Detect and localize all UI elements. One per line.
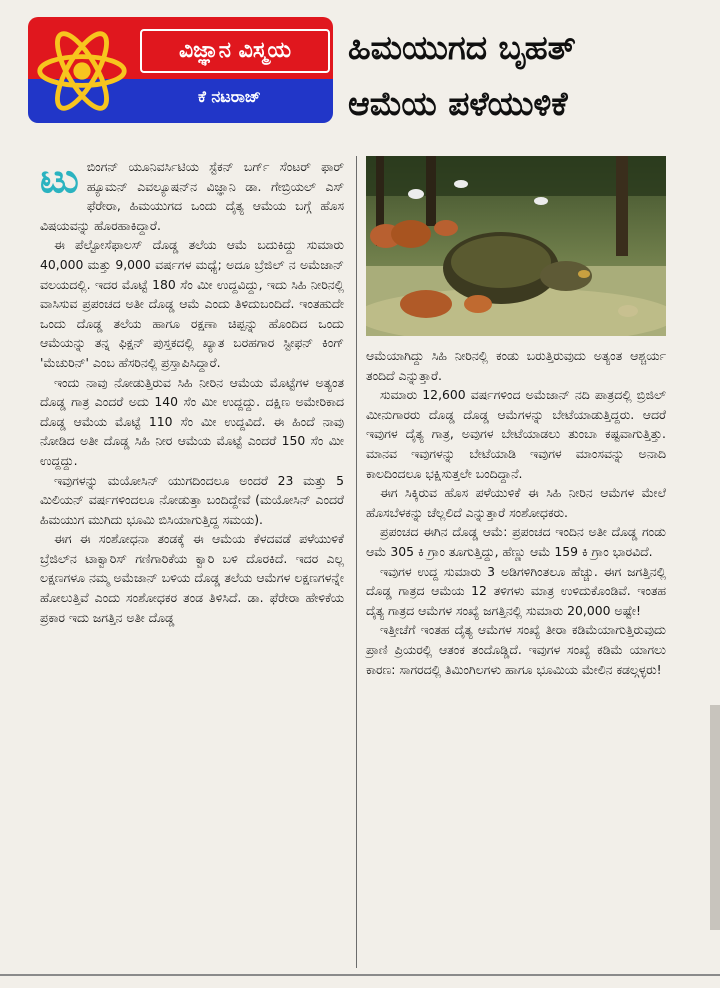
series-banner — [28, 17, 333, 123]
atom-icon — [34, 23, 130, 119]
article-column-2 — [366, 346, 666, 679]
turtle-icon — [366, 156, 666, 336]
paragraph: ಈಗ ಸಿಕ್ಕಿರುವ ಹೊಸ ಪಳೆಯುಳಿಕೆ ಈ ಸಿಹಿ ನೀರಿನ ಆಮೆಗಳ ಮೇಲೆ ಹೊಸಬೆಳಕನ್ನು ಚೆಲ್ಲಲಿದೆ ಎನ್ನುತ್ತಾರೆ ಸಂಶೋಧಕರು. — [366, 485, 666, 520]
headline-line-2: ಆಮೆಯ ಪಳೆಯುಳಿಕೆ — [348, 84, 568, 123]
headline-line-1: ಹಿಮಯುಗದ ಬೃಹತ್ — [348, 28, 576, 67]
column-divider — [356, 156, 357, 968]
paragraph — [40, 157, 344, 235]
paragraph: ಪ್ರಪಂಚದ ಈಗಿನ ದೊಡ್ಡ ಆಮೆ: ಪ್ರಪಂಚದ ಇಂದಿನ ಅತೀ ದೊಡ್ಡ ಗಂಡು ಆಮೆ 305 ಕಿ ಗ್ರಾಂ ತೂಗುತ್ತಿದ್ದು, ಹೆಣ್ಣು ಆಮೆ 159 ಕಿ ಗ್ರಾಂ ಭಾರವಿದೆ. — [366, 524, 666, 559]
paragraph: ಈಗ ಈ ಸಂಶೋಧನಾ ತಂಡಕ್ಕೆ ಈ ಆಮೆಯ ಕೆಳದವಡೆ ಪಳೆಯುಳಿಕೆ ಬ್ರೆಜಿಲ್‌ನ ಟಾಕ್ವಾರಿಸ್ ಗಣಿಗಾರಿಕೆಯ ಕ್ವಾರಿ ಬಳಿ ದೊರಕಿದೆ. ಇದರ ಎಲ್ಲ ಲಕ್ಷಣಗಳೂ ನಮ್ಮ ಅಮೆಜಾನ್ ಬಳಿಯ ದೊಡ್ಡ ತಲೆಯ ಆಮೆಗಳ ಲಕ್ಷಣಗಳನ್ನೇ ಹೋಲುತ್ತಿವೆ ಎಂದು ಸಂಶೋಧಕರ ತಂಡ ತಿಳಿಸಿದೆ. ಡಾ. ಫೆರೇರಾ ಹೇಳಿಕೆಯ ಪ್ರಕಾರ ಇದು ಜಗತ್ತಿನ ಅತೀ ದೊಡ್ಡ — [40, 531, 344, 625]
turtle-photo — [366, 156, 666, 336]
author-name: ಕೆ ನಟರಾಜ್ — [198, 87, 261, 106]
drop-cap: ಟು — [40, 156, 79, 202]
paragraph: ಇವುಗಳ ಉದ್ದ ಸುಮಾರು 3 ಅಡಿಗಳಿಗಿಂತಲೂ ಹೆಚ್ಚು. ಈಗ ಜಗತ್ತಿನಲ್ಲಿ ದೊಡ್ಡ ಗಾತ್ರದ ಆಮೆಯ 12 ತಳಿಗಳು ಮಾತ್ರ ಉಳಿದುಕೊಂಡಿವೆ. ಇಂತಹ ದೈತ್ಯ ಗಾತ್ರದ ಆಮೆಗಳ ಸಂಖ್ಯೆ ಜಗತ್ತಿನಲ್ಲಿ ಸುಮಾರು 20,000 ಅಷ್ಟೇ! — [366, 563, 666, 618]
series-name: ವಿಜ್ಞಾನ ವಿಸ್ಮಯ — [140, 29, 330, 73]
paragraph-text: ಬಿಂಗನ್ ಯೂನಿವರ್ಸಿಟಿಯ ಸ್ಟೆಕನ್ ಬರ್ಗ್ ಸೆಂಟರ್ ಫಾರ್ ಹ್ಯೂಮನ್ ಎವಲ್ಯೂಷನ್‌ನ ವಿಜ್ಞಾನಿ ಡಾ. ಗೇಬ್ರಿಯಲ್ ಎಸ್ ಫೆರೇರಾ, ಹಿಮಯುಗದ ಒಂದು ದೈತ್ಯ ಆಮೆಯ ಬಗ್ಗೆ ಹೊಸ ವಿಷಯವನ್ನು ಹೊರಹಾಕಿದ್ದಾರೆ. — [40, 159, 344, 233]
paragraph: ಆಮೆಯಾಗಿದ್ದು ಸಿಹಿ ನೀರಿನಲ್ಲಿ ಕಂಡು ಬರುತ್ತಿರುವುದು ಅತ್ಯಂತ ಆಶ್ಚರ್ಯ ತಂದಿದೆ ಎನ್ನುತ್ತಾರೆ. — [366, 348, 666, 383]
page-edge-mark — [710, 705, 720, 930]
page-bottom-rule — [0, 974, 720, 976]
paragraph: ಈ ಪೆಲ್ಟೋಸೆಫಾಲಸ್ ದೊಡ್ಡ ತಲೆಯ ಆಮೆ ಬದುಕಿದ್ದು ಸುಮಾರು 40,000 ಮತ್ತು 9,000 ವರ್ಷಗಳ ಮಧ್ಯೆ; ಅದೂ ಬ್ರೆಜಿಲ್ ನ ಅಮೆಜಾನ್ ವಲಯದಲ್ಲಿ. ಇದರ ಮೊಟ್ಟೆ 180 ಸೆಂ ಮೀ ಉದ್ದವಿದ್ದು, ಇದು ಸಿಹಿ ನೀರಿನಲ್ಲಿ ವಾಸಿಸುವ ಪ್ರಪಂಚದ ಅತೀ ದೊಡ್ಡ ಆಮೆ ಎಂದು ತಿಳಿದುಬಂದಿದೆ. ಇಂತಹುದೇ ಒಂದು ದೊಡ್ಡ ತಲೆಯ ಹಾಗೂ ರಕ್ಷಣಾ ಚಿಪ್ಪನ್ನು ಹೊಂದಿದ ಒಂದು ಆಮೆಯನ್ನು ತನ್ನ ಫಿಕ್ಷನ್ ಪುಸ್ತಕದಲ್ಲಿ ಖ್ಯಾತ ಬರಹಗಾರ ಸ್ಟೀಫನ್ ಕಿಂಗ್ 'ಮೆಚುರಿನ್' ಎಂಬ ಹೆಸರಿನಲ್ಲಿ ಪ್ರಸ್ತಾಪಿಸಿದ್ದಾರೆ. — [40, 237, 344, 370]
paragraph: ಇತ್ತೀಚೆಗೆ ಇಂತಹ ದೈತ್ಯ ಆಮೆಗಳ ಸಂಖ್ಯೆ ತೀರಾ ಕಡಿಮೆಯಾಗುತ್ತಿರುವುದು ಪ್ರಾಣಿ ಪ್ರಿಯರಲ್ಲಿ ಆತಂಕ ತಂದೊಡ್ಡಿದೆ. ಇವುಗಳ ಸಂಖ್ಯೆ ಕಡಿಮೆ ಯಾಗಲು ಕಾರಣ: ಸಾಗರದಲ್ಲಿ ತಿಮಿಂಗಿಲಗಳು ಹಾಗೂ ಭೂಮಿಯ ಮೇಲಿನ ಕಡಲ್ಗಳ್ಳರು! — [366, 622, 666, 677]
article-column-1 — [40, 157, 344, 627]
paragraph: ಇಂದು ನಾವು ನೋಡುತ್ತಿರುವ ಸಿಹಿ ನೀರಿನ ಆಮೆಯ ಮೊಟ್ಟೆಗಳ ಅತ್ಯಂತ ದೊಡ್ಡ ಗಾತ್ರ ಎಂದರೆ ಅದು 140 ಸೆಂ ಮೀ ಉದ್ದದ್ದು. ದಕ್ಷಿಣ ಅಮೇರಿಕಾದ ದೊಡ್ಡ ಆಮೆಯ ಮೊಟ್ಟೆ 110 ಸೆಂ ಮೀ ಉದ್ದವಿದೆ. ಈ ಹಿಂದೆ ನಾವು ನೋಡಿದ ಅತೀ ದೊಡ್ಡ ಸಿಹಿ ನೀರ ಆಮೆಯ ಮೊಟ್ಟೆ ಎಂದರೆ 150 ಸೆಂ ಮೀ ಉದ್ದದ್ದು. — [40, 374, 344, 468]
paragraph: ಸುಮಾರು 12,600 ವರ್ಷಗಳಿಂದ ಅಮೆಜಾನ್ ನದಿ ಪಾತ್ರದಲ್ಲಿ ಬ್ರಿಜಿಲ್ ಮೀನುಗಾರರು ದೊಡ್ಡ ದೊಡ್ಡ ಆಮೆಗಳನ್ನು ಬೇಟೆಯಾಡುತ್ತಿದ್ದರು. ಆದರೆ ಇವುಗಳ ದೈತ್ಯ ಗಾತ್ರ, ಅವುಗಳ ಬೇಟೆಯಾಡಲು ತುಂಬಾ ಕಷ್ಟವಾಗುತ್ತಿತ್ತು. ಮಾನವ ಇವುಗಳನ್ನು ಬೇಟೆಯಾಡಿ ಇವುಗಳ ಮಾಂಸವನ್ನು ಅನಾದಿ ಕಾಲದಿಂದಲೂ ಭಕ್ಷಿಸುತ್ತಲೇ ಬಂದಿದ್ದಾನೆ. — [366, 387, 666, 481]
paragraph: ಇವುಗಳನ್ನು ಮಯೋಸಿನ್ ಯುಗದಿಂದಲೂ ಅಂದರೆ 23 ಮತ್ತು 5 ಮಿಲಿಯನ್ ವರ್ಷಗಳಿಂದಲೂ ನೋಡುತ್ತಾ ಬಂದಿದ್ದೇವೆ (ಮಯೋಸಿನ್ ಎಂದರೆ ಹಿಮಯುಗ ಮುಗಿದು ಭೂಮಿ ಬಿಸಿಯಾಗುತ್ತಿದ್ದ ಸಮಯ). — [40, 472, 344, 527]
